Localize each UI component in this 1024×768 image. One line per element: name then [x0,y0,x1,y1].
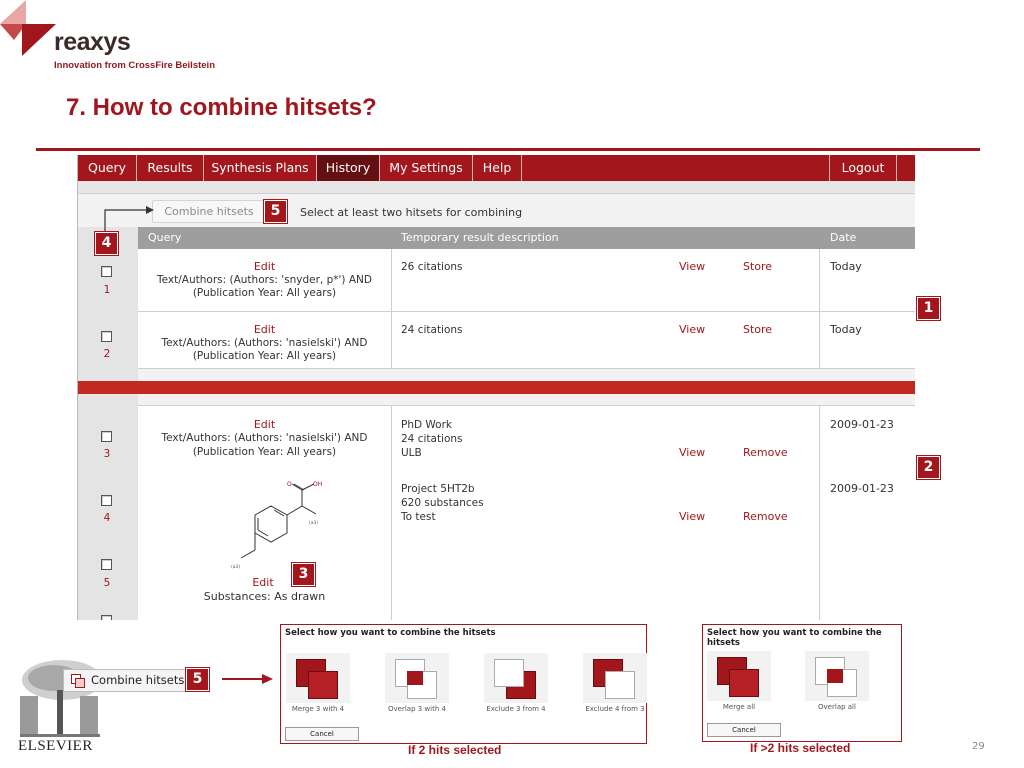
query-line: (Publication Year: All years) [192,287,337,299]
overlap-all-option[interactable] [805,651,869,711]
view-link[interactable]: View [679,510,706,523]
callout-5: 5 [264,200,287,223]
row-date: 2009-01-23 [830,482,894,495]
view-link[interactable]: View [679,260,706,273]
option-label: Exclude 4 from 3 [585,705,645,713]
edit-link[interactable]: Edit [253,260,276,273]
row-number: 4 [103,512,111,524]
callout-3: 3 [292,563,315,586]
description: ULB [401,447,422,459]
view-link[interactable]: View [679,446,706,459]
option-label: Overlap 3 with 4 [388,705,446,713]
tab-synthesis-plans[interactable]: Synthesis Plans [204,155,317,181]
description: 24 citations [401,433,463,445]
query-line: Text/Authors: (Authors: 'nasielski') AND [161,337,368,349]
attach-label: (a3) [309,521,319,526]
row-date: 2009-01-23 [830,418,894,431]
description: 26 citations [401,261,463,273]
cancel-button[interactable]: Cancel [285,727,359,741]
remove-link[interactable]: Remove [743,446,788,459]
combine-dialog-2-hits [280,624,647,744]
edit-link[interactable]: Edit [253,418,276,431]
callout-4: 4 [95,232,118,255]
query-line: Text/Authors: (Authors: 'nasielski') AND [161,432,368,444]
query-line: (Publication Year: All years) [192,350,337,362]
page-number: 29 [972,741,985,752]
row-number: 2 [103,348,111,360]
row-date: Today [830,260,862,273]
remove-link[interactable]: Remove [743,510,788,523]
caption-2-hits: If 2 hits selected [408,743,502,757]
atom-label: OH [313,481,323,488]
table-row [138,405,915,471]
dialog-title: Select how you want to combine the hitsets [707,628,882,648]
row-checkbox[interactable] [101,559,112,570]
tab-history[interactable]: History [317,155,380,181]
edit-link[interactable]: Edit [253,323,276,336]
view-link[interactable]: View [679,323,706,336]
table-row [138,470,915,620]
callout-1: 1 [917,297,940,320]
query-line: (Publication Year: All years) [192,446,337,458]
reaxys-history-window [77,155,915,620]
row-number: 5 [103,577,111,589]
publisher-name: ELSEVIER [18,738,93,754]
row-date: Today [830,323,862,336]
description: PhD Work [401,419,452,431]
option-label: Merge 3 with 4 [291,705,345,713]
row-checkbox[interactable] [101,615,112,620]
query-line: Substances: As drawn [203,590,326,603]
logo-name: reaxys [54,28,131,56]
option-label: Overlap all [818,703,856,711]
reaxys-logo-icon [0,0,60,60]
combine-dialog-more-hits [702,624,902,742]
section-divider [78,381,915,394]
row-checkbox[interactable] [101,266,112,277]
row-checkbox[interactable] [101,495,112,506]
tab-results[interactable]: Results [137,155,204,181]
description: Project 5HT2b [401,483,475,495]
logo-tagline: Innovation from CrossFire Beilstein [54,60,215,71]
tab-query[interactable]: Query [78,155,137,181]
description: 24 citations [401,324,463,336]
tab-my-settings[interactable]: My Settings [380,155,473,181]
option-label: Merge all [722,703,756,711]
row-number: 3 [103,448,111,460]
combine-hitsets-button[interactable]: Combine hitsets [152,200,266,223]
store-link[interactable]: Store [743,260,773,273]
header-description: Temporary result description [401,231,559,244]
description: 620 substances [401,497,484,509]
row-checkbox[interactable] [101,331,112,342]
right-arrow-icon [222,672,274,686]
query-line: Text/Authors: (Authors: 'snyder, p*') AND [157,274,372,286]
edit-link[interactable]: Edit [252,576,274,589]
table-header [138,227,915,249]
merge-option[interactable] [286,653,350,713]
main-navbar [78,155,915,181]
title-rule [36,148,980,151]
atom-label: O [287,481,292,488]
callout-5: 5 [186,668,209,691]
table-row [138,249,915,312]
store-link[interactable]: Store [743,323,773,336]
combine-hitsets-button-enlarged[interactable] [63,669,189,692]
caption-more-hits: If >2 hits selected [750,741,851,755]
header-date: Date [830,231,857,244]
exclude-4-from-3-option[interactable] [583,653,647,713]
option-label: Exclude 3 from 4 [486,705,546,713]
exclude-3-from-4-option[interactable] [484,653,548,713]
cancel-button[interactable]: Cancel [707,723,781,737]
row-number: 1 [103,284,111,296]
slide-title: 7. How to combine hitsets? [66,94,377,121]
logout-button[interactable]: Logout [829,155,897,181]
pointer-arrow-icon [100,203,156,233]
combine-label: Combine hitsets [91,673,185,687]
merge-all-option[interactable] [707,651,771,711]
dialog-title: Select how you want to combine the hitsets [285,628,496,638]
table-row [138,312,915,369]
callout-2: 2 [917,456,940,479]
attach-label: (a3) [231,565,241,570]
tab-help[interactable]: Help [473,155,522,181]
overlap-option[interactable] [385,653,449,713]
description: To test [401,511,436,523]
header-query: Query [148,231,182,244]
toolbar-strip [78,181,915,194]
row-checkbox[interactable] [101,431,112,442]
combine-hint: Select at least two hitsets for combining [300,206,523,219]
combine-icon [71,674,85,687]
